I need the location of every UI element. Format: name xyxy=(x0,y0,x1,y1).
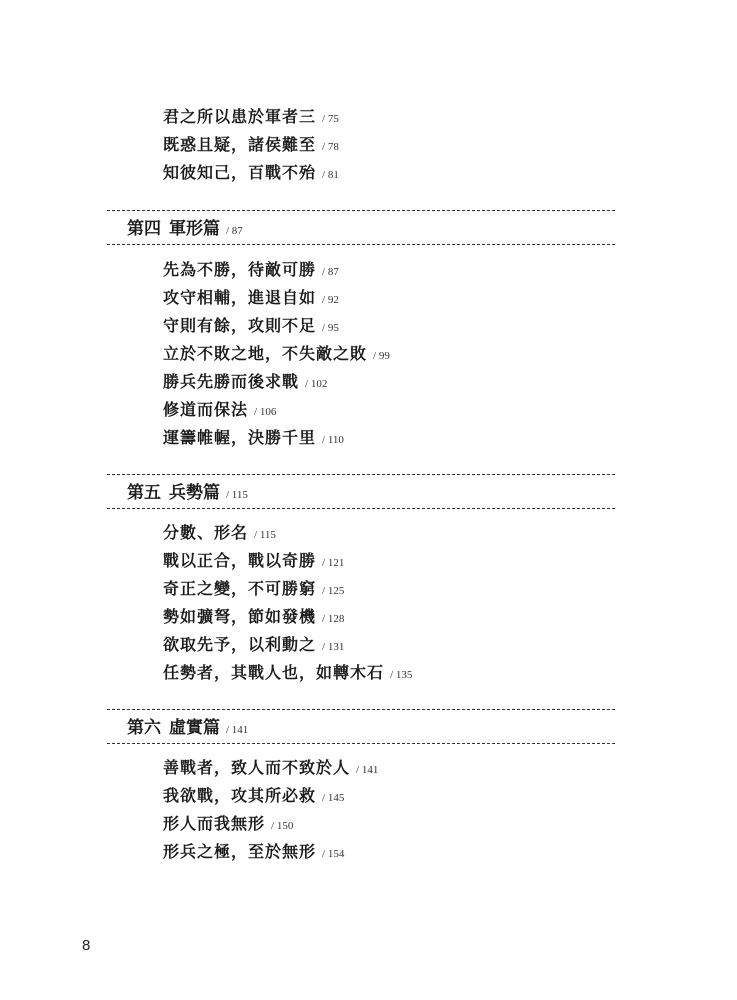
toc-entry[interactable] xyxy=(163,259,339,281)
toc-entry-page: / 145 xyxy=(322,792,345,804)
chapter-name: 兵勢篇 xyxy=(169,483,220,503)
toc-entry-title: 我欲戰，攻其所必救 xyxy=(163,786,317,805)
toc-entry[interactable] xyxy=(163,634,344,656)
toc-entry-title: 欲取先予，以利動之 xyxy=(163,635,317,654)
toc-entry-title: 任勢者，其戰人也，如轉木石 xyxy=(163,663,385,682)
toc-entry-page: / 75 xyxy=(322,113,339,125)
toc-entry-title: 攻守相輔，進退自如 xyxy=(163,288,317,307)
toc-entry[interactable] xyxy=(163,662,412,684)
toc-entry-title: 形兵之極，至於無形 xyxy=(163,842,317,861)
toc-entry-page: / 141 xyxy=(356,764,379,776)
toc-entry-page: / 150 xyxy=(271,820,294,832)
toc-entry[interactable] xyxy=(163,287,339,309)
chapter-divider-top xyxy=(107,210,615,211)
chapter-heading[interactable] xyxy=(127,715,248,741)
toc-entry[interactable] xyxy=(163,578,344,600)
toc-entry-title: 修道而保法 xyxy=(163,400,249,419)
chapter-page: / 115 xyxy=(226,489,248,501)
chapter-page: / 141 xyxy=(226,724,249,736)
toc-entry[interactable] xyxy=(163,785,344,807)
chapter-divider-bottom xyxy=(107,244,615,245)
toc-entry-page: / 121 xyxy=(322,557,345,569)
toc-entry-title: 奇正之變，不可勝窮 xyxy=(163,579,317,598)
toc-entry-page: / 115 xyxy=(254,529,276,541)
chapter-divider-bottom xyxy=(107,508,615,509)
toc-entry-title: 形人而我無形 xyxy=(163,814,266,833)
toc-entry-title: 既惑且疑，諸侯難至 xyxy=(163,135,317,154)
chapter-divider-bottom xyxy=(107,743,615,744)
toc-entry[interactable] xyxy=(163,813,293,835)
toc-entry-page: / 110 xyxy=(322,434,344,446)
toc-entry-page: / 106 xyxy=(254,406,277,418)
toc-entry-page: / 154 xyxy=(322,848,345,860)
toc-entry-page: / 131 xyxy=(322,641,345,653)
chapter-number: 第四 xyxy=(127,219,161,239)
chapter-divider-top xyxy=(107,474,615,475)
toc-entry-page: / 135 xyxy=(390,669,413,681)
toc-entry-page: / 99 xyxy=(373,350,390,362)
toc-entry[interactable] xyxy=(163,427,344,449)
chapter-name: 虛實篇 xyxy=(169,718,220,738)
toc-entry-title: 運籌帷幄，決勝千里 xyxy=(163,428,317,447)
toc-entry-page: / 78 xyxy=(322,141,339,153)
toc-entry[interactable] xyxy=(163,106,339,128)
chapter-number: 第五 xyxy=(127,483,161,503)
chapter-name: 軍形篇 xyxy=(169,219,220,239)
toc-entry-title: 分數、形名 xyxy=(163,523,249,542)
toc-entry[interactable] xyxy=(163,162,339,184)
toc-entry-title: 戰以正合，戰以奇勝 xyxy=(163,551,317,570)
toc-entry[interactable] xyxy=(163,371,327,393)
toc-entry-title: 勢如彍弩，節如發機 xyxy=(163,607,317,626)
toc-entry-page: / 81 xyxy=(322,169,339,181)
toc-entry-title: 勝兵先勝而後求戰 xyxy=(163,372,300,391)
toc-entry-page: / 125 xyxy=(322,585,345,597)
chapter-heading[interactable] xyxy=(127,216,243,242)
toc-entry[interactable] xyxy=(163,841,344,863)
chapter-divider-top xyxy=(107,709,615,710)
toc-entry-title: 善戰者，致人而不致於人 xyxy=(163,758,351,777)
toc-entry-title: 立於不敗之地，不失敵之敗 xyxy=(163,344,368,363)
chapter-page: / 87 xyxy=(226,225,243,237)
toc-entry-title: 先為不勝，待敵可勝 xyxy=(163,260,317,279)
toc-entry-page: / 128 xyxy=(322,613,345,625)
toc-entry-page: / 95 xyxy=(322,322,339,334)
toc-entry[interactable] xyxy=(163,606,344,628)
toc-entry[interactable] xyxy=(163,757,378,779)
chapter-heading[interactable] xyxy=(127,480,248,506)
toc-entry[interactable] xyxy=(163,343,390,365)
toc-entry[interactable] xyxy=(163,399,276,421)
toc-entry[interactable] xyxy=(163,522,276,544)
toc-entry[interactable] xyxy=(163,550,344,572)
chapter-number: 第六 xyxy=(127,718,161,738)
toc-entry-page: / 87 xyxy=(322,266,339,278)
toc-entry[interactable] xyxy=(163,134,339,156)
toc-entry-title: 守則有餘，攻則不足 xyxy=(163,316,317,335)
toc-entry-page: / 102 xyxy=(305,378,328,390)
toc-entry-title: 知彼知己，百戰不殆 xyxy=(163,163,317,182)
page-number: 8 xyxy=(82,937,91,954)
toc-entry-title: 君之所以患於軍者三 xyxy=(163,107,317,126)
toc-entry-page: / 92 xyxy=(322,294,339,306)
toc-entry[interactable] xyxy=(163,315,339,337)
